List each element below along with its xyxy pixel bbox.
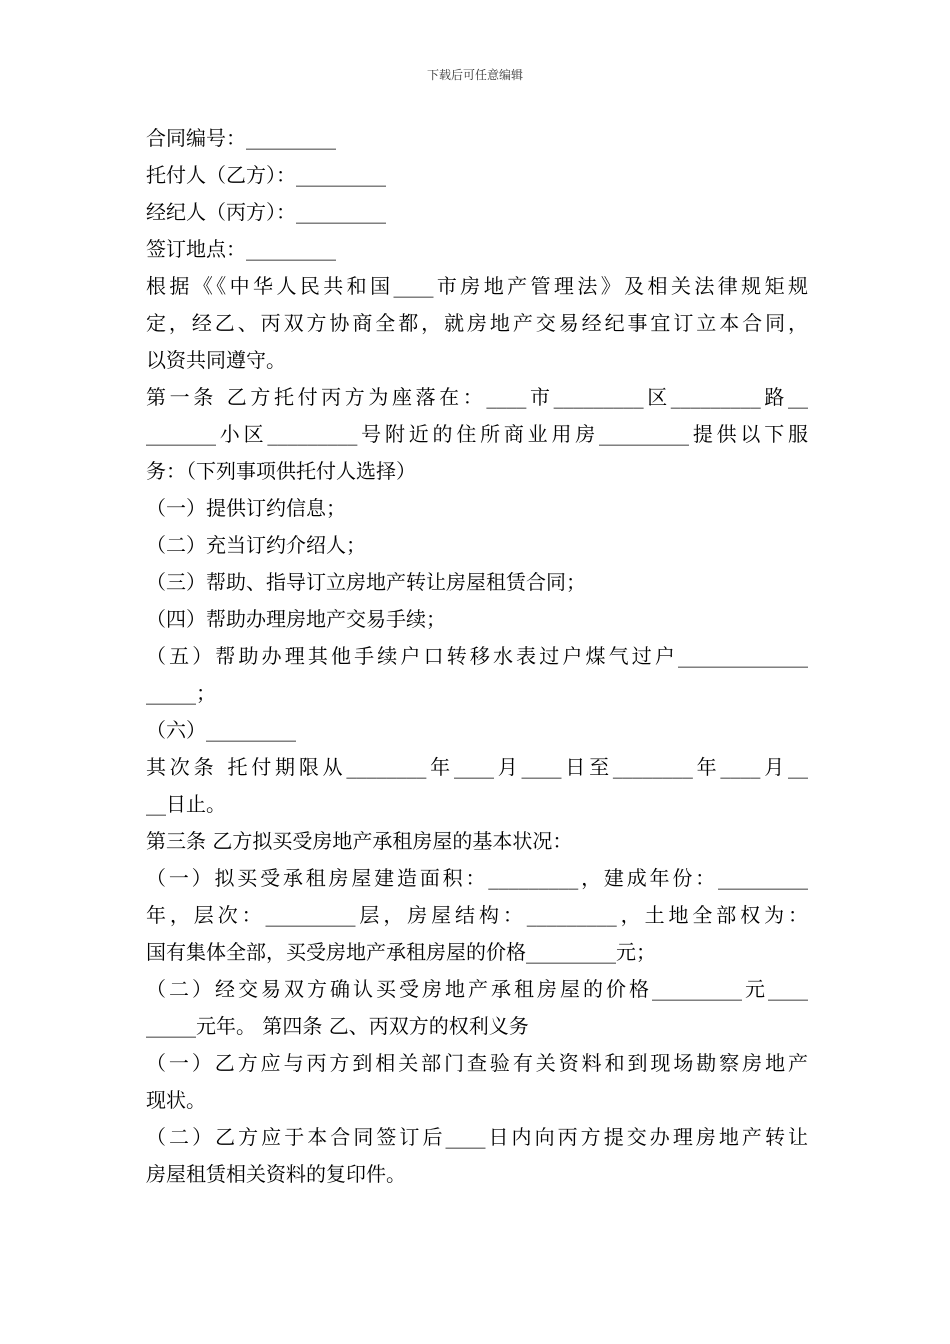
preamble-line: 以资共同遵守。: [146, 348, 286, 372]
article-3-line: （二）经交易双方确认买受房地产承租房屋的价格_________元____: [146, 977, 808, 1001]
article-3-line: （一）拟买受承租房屋建造面积：_________，建成年份：_________: [146, 866, 808, 890]
service-item: _____；: [146, 681, 216, 705]
preamble-line: 根据《《中华人民共和国____市房地产管理法》及相关法律规矩规: [146, 274, 808, 298]
article-2-line: __日止。: [146, 792, 226, 816]
service-item: （三）帮助、指导订立房地产转让房屋租赁合同；: [146, 570, 586, 594]
broker-line: 经纪人（丙方）：_________: [146, 200, 386, 224]
signing-place-line: 签订地点：_________: [146, 237, 336, 261]
article-1-line: 务：（下列事项供托付人选择）: [146, 459, 416, 483]
service-item: （四）帮助办理房地产交易手续；: [146, 607, 446, 631]
article-1-line: 第一条 乙方托付丙方为座落在：____市_________区_________路__: [146, 385, 808, 409]
principal-line: 托付人（乙方）：_________: [146, 163, 386, 187]
contract-body: [146, 120, 808, 1193]
service-item: （六）_________: [146, 718, 296, 742]
page-header: 下载后可任意编辑: [426, 68, 523, 82]
article-3-line: 第三条 乙方拟买受房地产承租房屋的基本状况：: [146, 829, 573, 853]
article-4-line: _____元年。 第四条 乙、丙双方的权利义务: [146, 1014, 529, 1038]
service-item: （二）充当订约介绍人；: [146, 533, 366, 557]
article-3-line: 国有集体全部，买受房地产承租房屋的价格_________元；: [146, 940, 656, 964]
preamble-line: 定，经乙、丙双方协商全都，就房地产交易经纪事宜订立本合同，: [146, 311, 808, 335]
article-3-line: 年，层次：_________层，房屋结构：_________，土地全部权为：: [146, 903, 808, 927]
contract-number-line: 合同编号：_________: [146, 126, 336, 150]
article-4-line: （二）乙方应于本合同签订后____日内向丙方提交办理房地产转让: [146, 1125, 808, 1149]
article-4-line: （一）乙方应与丙方到相关部门查验有关资料和到现场勘察房地产: [146, 1051, 808, 1075]
article-4-line: 现状。: [146, 1088, 206, 1112]
service-item: （五）帮助办理其他手续户口转移水表过户煤气过户_____________: [146, 644, 808, 668]
article-1-line: _______小区_________号附近的住所商业用房_________提供以下服: [146, 422, 808, 446]
article-4-line: 房屋租赁相关资料的复印件。: [146, 1162, 406, 1186]
service-item: （一）提供订约信息；: [146, 496, 346, 520]
article-2-line: 其次条 托付期限从________年____月____日至________年____月__: [146, 755, 808, 779]
